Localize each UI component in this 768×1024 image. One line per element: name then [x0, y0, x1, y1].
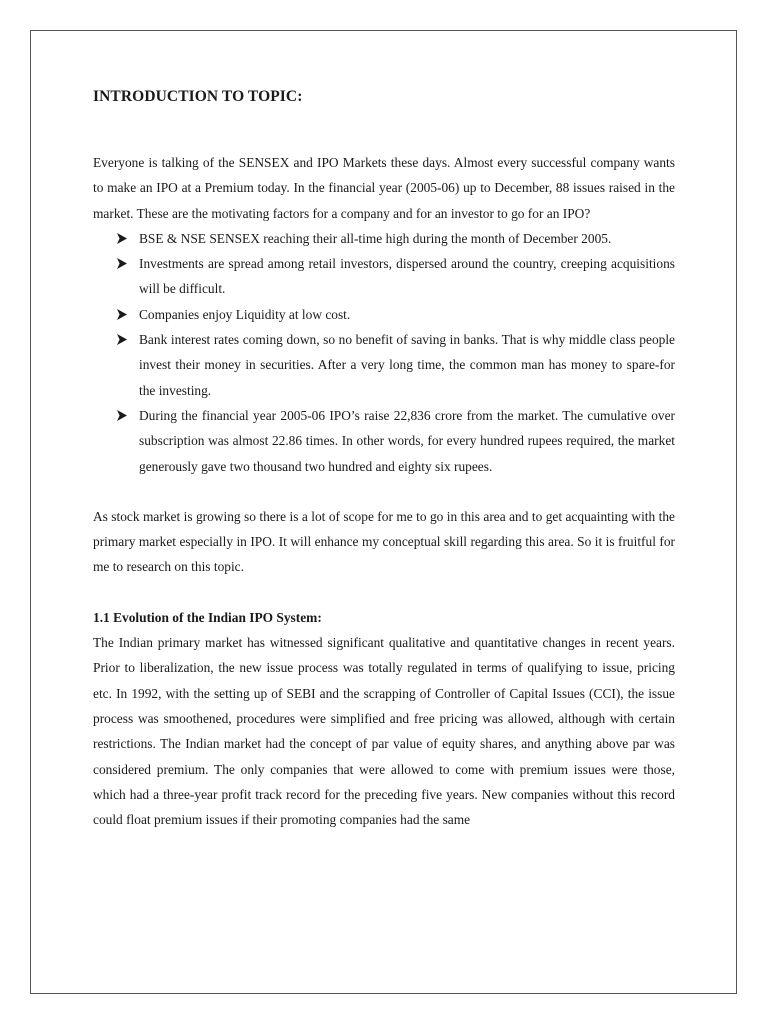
list-item-text: Investments are spread among retail investors, dispersed around the country, creeping acquisitions will be difficult. [139, 256, 675, 297]
scope-paragraph: As stock market is growing so there is a lot of scope for me to go in this area and to get acquainting with the primary market especially in IPO. It will enhance my conceptual skill regarding this area. So it is fruitful for me to research on this topic. [93, 508, 675, 575]
list-item [139, 327, 675, 403]
list-item-text: BSE & NSE SENSEX reaching their all-time high during the month of December 2005. [139, 230, 612, 246]
list-item [139, 251, 675, 302]
section-heading: 1.1 Evolution of the Indian IPO System: [93, 609, 322, 625]
document-body [93, 86, 675, 832]
arrow-bullet-icon [117, 403, 129, 428]
list-item [139, 226, 675, 251]
intro-paragraph: Everyone is talking of the SENSEX and IPO Markets these days. Almost every successful company wants to make an IPO at a Premium today. In the financial year (2005-06) up to December, 88 issues raised in the market. These are the motivating factors for a company and for an investor to go for an IPO? [93, 155, 675, 221]
list-item-text: Bank interest rates coming down, so no benefit of saving in banks. That is why middle class people invest their money in securities. After a very long time, the common man has money to spare-for the investing. [139, 332, 675, 398]
list-item [139, 302, 675, 327]
arrow-bullet-icon [117, 327, 129, 352]
list-item [139, 403, 675, 479]
arrow-bullet-icon [117, 251, 129, 276]
motivating-factors-list [93, 226, 675, 479]
section-paragraph: The Indian primary market has witnessed significant qualitative and quantitative changes in recent years. Prior to liberalization, the new issue process was totally regulated in terms of qualifying to issue, pricing etc. In 1992, with the setting up of SEBI and the scrapping of Controller of Capital Issues (CCI), the issue process was smoothened, procedures were simplified and free pricing was allowed, although with certain restrictions. The Indian market had the concept of par value of equity shares, and anything above par was considered premium. The only companies that were allowed to come with premium issues were those, which had a three-year profit track record for the preceding five years. New companies without this record could float premium issues if their promoting companies had the same [93, 635, 675, 828]
list-item-text: During the financial year 2005-06 IPO’s raise 22,836 crore from the market. The cumulative over subscription was almost 22.86 times. In other words, for every hundred rupees required, the market generously gave two thousand two hundred and eighty six rupees. [139, 407, 675, 474]
arrow-bullet-icon [117, 226, 129, 251]
list-item-text: Companies enjoy Liquidity at low cost. [139, 306, 351, 322]
arrow-bullet-icon [117, 302, 129, 327]
page-title: INTRODUCTION TO TOPIC: [93, 88, 303, 105]
